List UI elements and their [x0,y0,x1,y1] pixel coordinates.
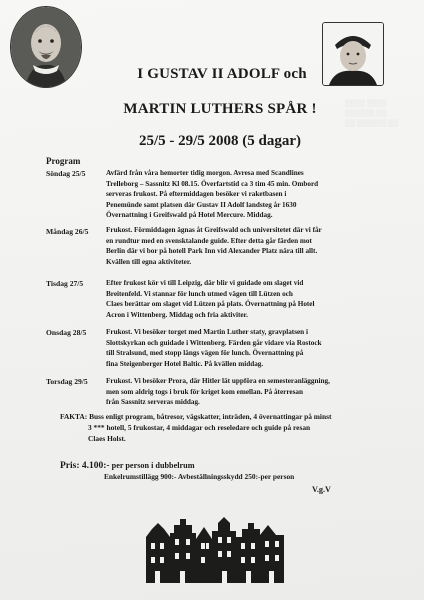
day-text-onsdag [106,327,406,369]
price-label: Pris: 4.100:- [60,461,110,471]
day-label-mandag: Måndag 26/5 [46,227,89,236]
day-line: en rundtur med en svensktalande guide. Efter detta går färden mot [106,236,312,245]
price-detail: per person i dubbelrum [109,461,195,470]
signature: V.g.V [312,485,331,494]
trip-dates: 25/5 - 29/5 2008 (5 dagar) [138,133,302,149]
day-line: Penemünde samt platsen där Gustav II Adolf landsteg år 1630 [106,200,297,209]
price-line [60,461,195,471]
day-line: Frukost. Vi besöker torget med Martin Luther staty, gravplatsen i [106,328,308,336]
day-line: Trelleborg – Sassnitz Kl 08.15. Överfartstid ca 3 tim 45 min. Ombord [106,179,319,188]
day-label-torsdag: Torsdag 29/5 [46,377,88,386]
day-line: Breitenfeld. Vi stannar för lunch utmed vägen till Lützen och [106,289,293,298]
day-text-mandag [106,225,406,267]
houses-illustration [144,513,286,583]
day-line: Efter frukost kör vi till Leipzig, där blir vi guidade om slaget vid [106,279,304,287]
day-line: Frukost. Förmiddagen ägnas åt Greifswald och universitetet där vi får [106,226,322,234]
day-label-sondag: Söndag 25/5 [46,169,86,178]
day-line: till Stralsund, med stopp längs vägen för lunch. Övernattning på [106,349,304,357]
fakta-line: FAKTA: Buss enligt program, båtresor, vägskatter, inträden, 4 övernattingar på minst [60,412,332,421]
day-label-tisdag: Tisdag 27/5 [46,279,84,288]
day-line: fina Steigenberger Hotel Baltic. På kvällen middag. [106,359,264,368]
day-text-torsdag [106,376,406,408]
day-line: serveras frukost. På eftermiddagen besöker vi raketbasen i [106,190,287,198]
day-line: Acron i Wittenberg. Middag och fria aktiviter. [106,310,248,319]
title-line-2: MARTIN LUTHERS SPÅR ! [123,101,317,117]
day-line: Frukost. Vi besöker Prora, där Hitler lät uppföra en semesteranläggning, [106,377,330,385]
day-line: men som aldrig togs i bruk för kriget kom emellan. På återresan [106,387,303,396]
day-line: Kvällen till egna aktiviteter. [106,257,192,266]
day-label-onsdag: Onsdag 28/5 [46,328,87,337]
day-line: Berlin där vi bor på hotell Park Inn vid Alexander Platz nära till allt. [106,247,318,255]
fakta-section [60,412,410,444]
day-text-tisdag [106,278,406,320]
day-line: Avfärd från våra hemorter tidig morgon. Avresa med Scandlines [106,169,304,177]
fakta-line: 3 *** hotell, 5 frukostar, 4 middagar och reseledare och guide på resan [88,422,311,432]
supplement-line: Enkelrumstillägg 900:- Avbeställningsskydd 250:-per person [104,472,295,481]
day-line: från Sassnitz serveras middag. [106,398,200,406]
day-line: Övernattning i Greifswald på Hotel Mercure. Middag. [106,211,273,219]
title-line-1: I GUSTAV II ADOLF och [137,66,307,82]
program-heading: Program [46,156,81,166]
fakta-line: Claes Holst. [88,433,126,443]
day-line: Claes berättar om slaget vid Lützen på plats. Övernattning på Hotel [106,300,315,308]
day-text-sondag [106,168,406,221]
day-line: Slottskyrkan och guidade i Wittenberg. Färden går vidare via Rostock [106,338,322,347]
bleed-through-text: ▒▒▒▒ ▒▒▒▒ ▒▒▒▒▒▒ ▒▒ ▒▒ ▒▒▒▒▒▒ ▒▒ [345,99,399,127]
